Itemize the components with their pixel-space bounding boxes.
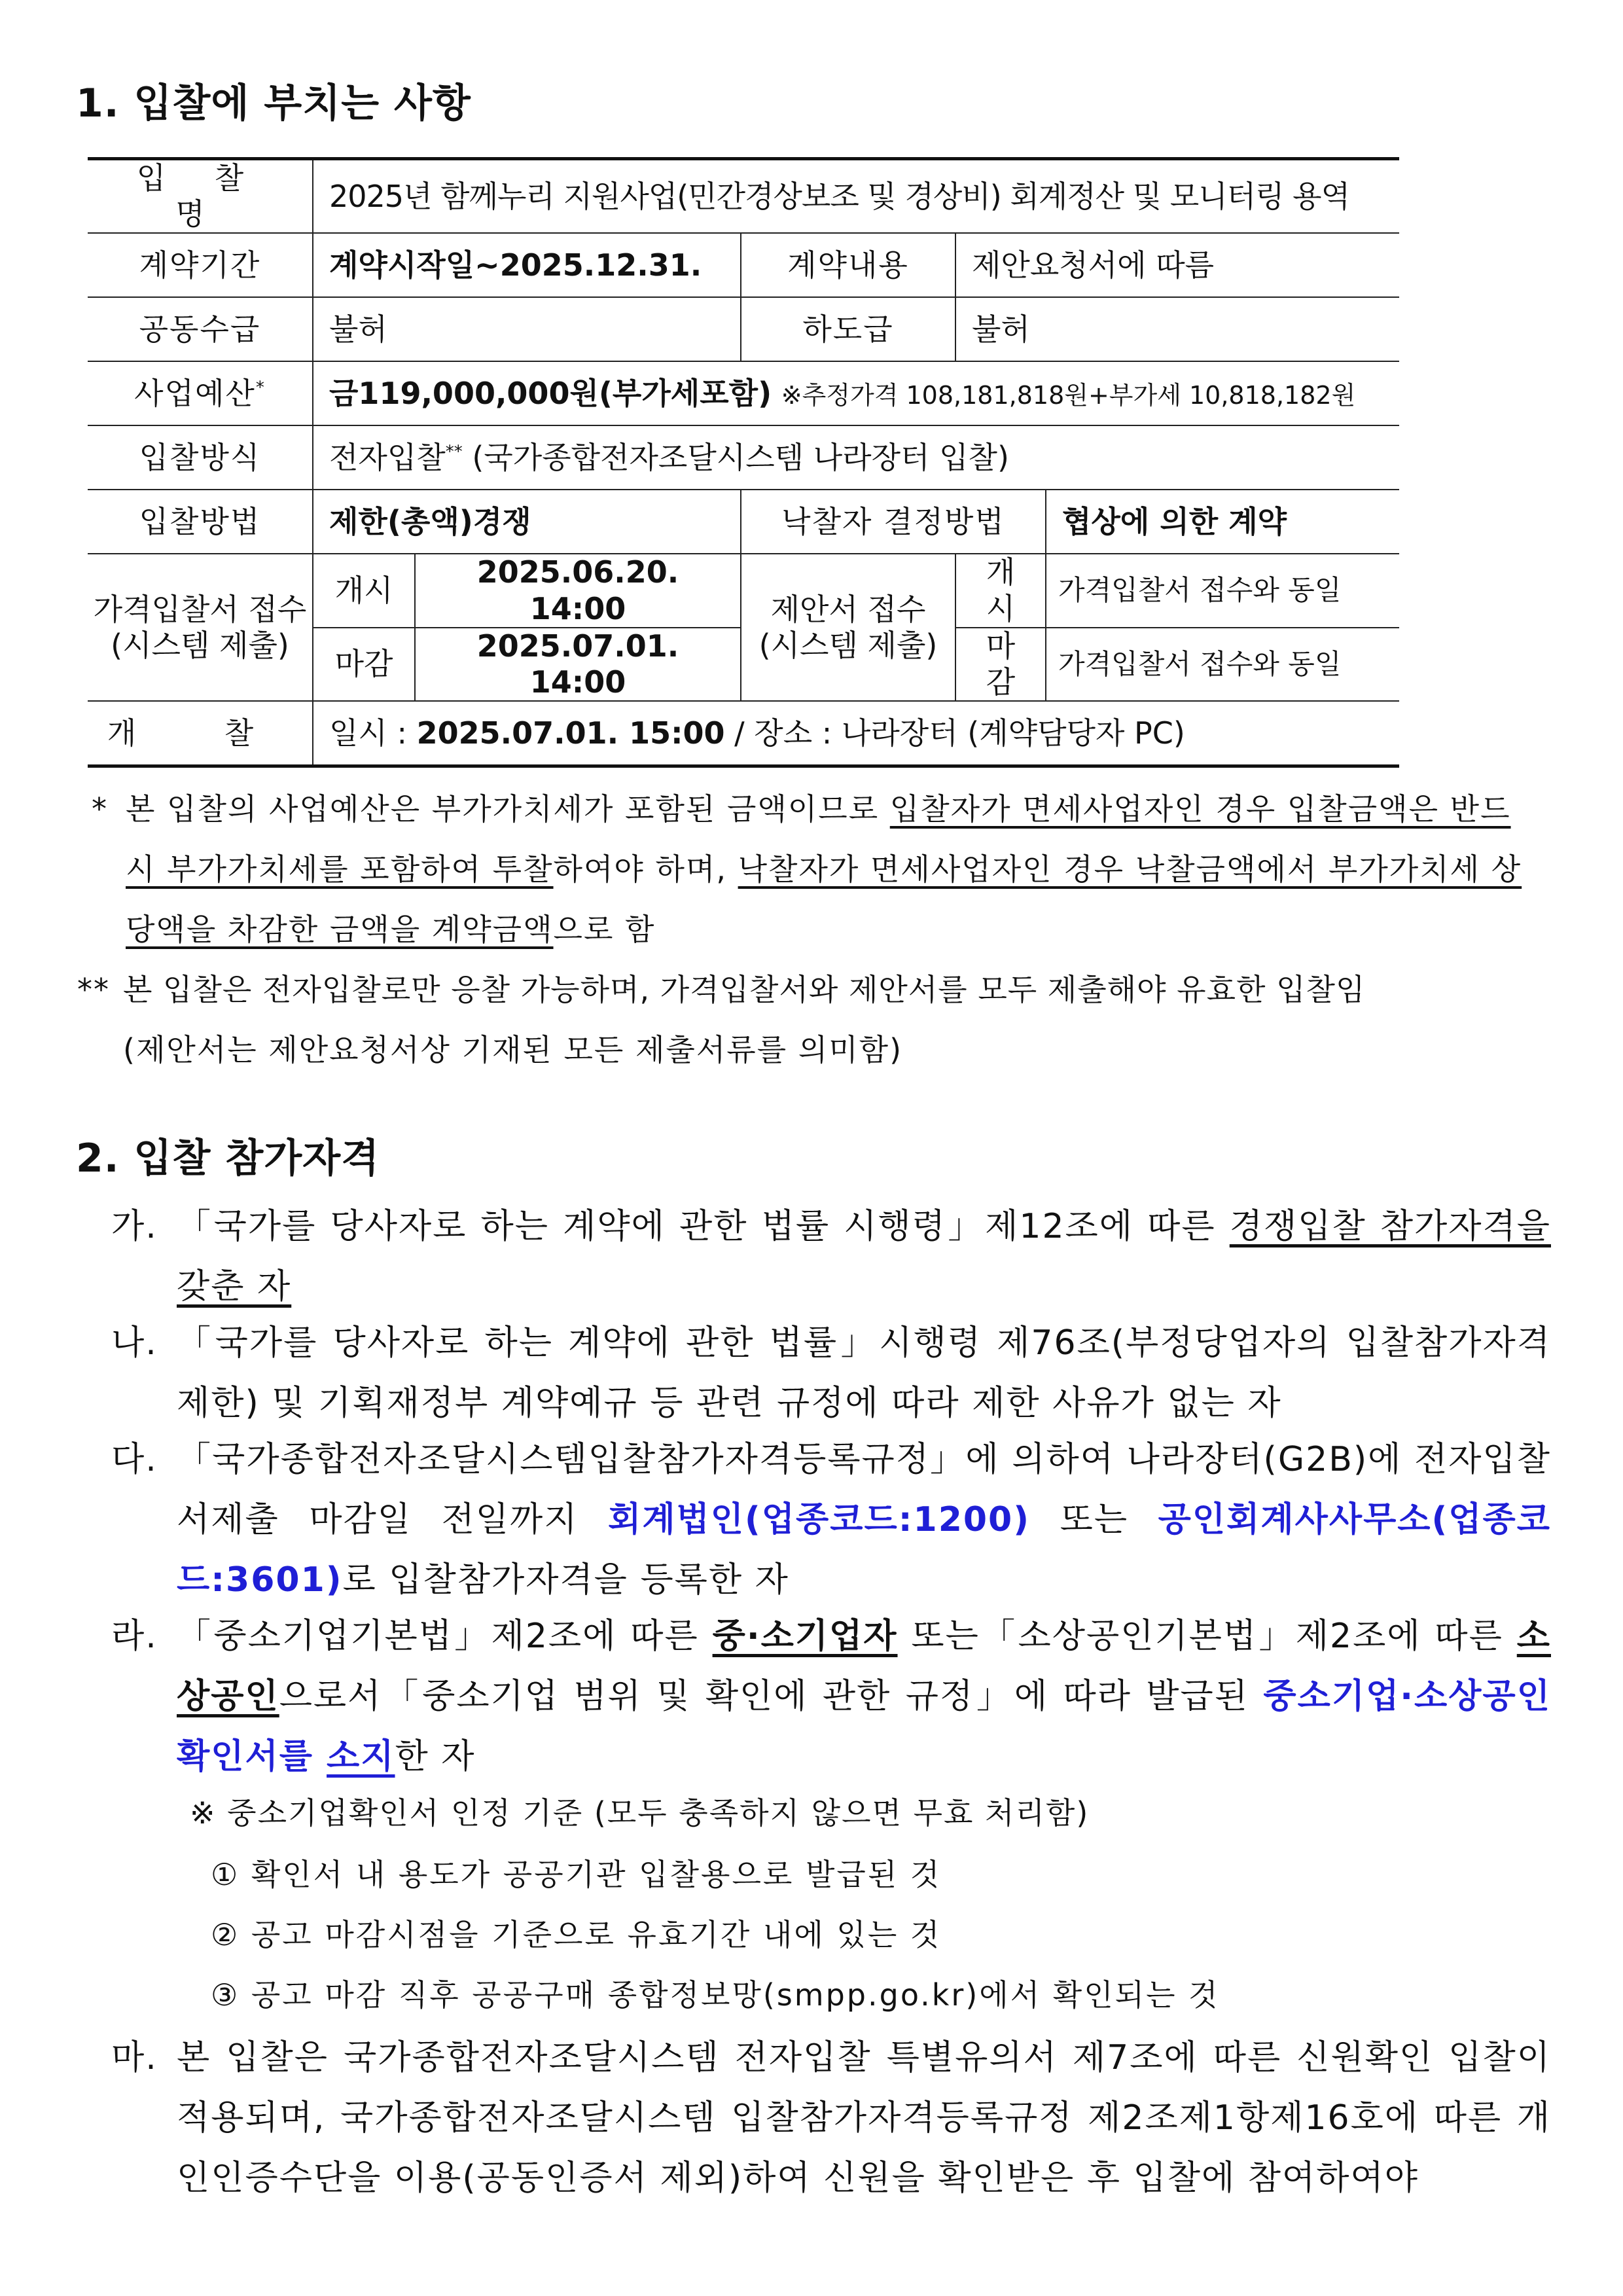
price-open-value: 2025.06.20. 14:00	[415, 554, 741, 627]
table-row	[88, 425, 1399, 490]
budget-footnote-mark: *	[255, 378, 266, 398]
table-row	[88, 554, 1399, 627]
bid-name-label: 입 찰 명	[88, 159, 313, 234]
item-marker: 마.	[111, 2038, 158, 2077]
qualification-item-da: 다. 「국가종합전자조달시스템입찰참가자격등록규정」에 의하여 나라장터(G2B)에 전자입찰서제출 마감일 전일까지 회계법인(업종코드:1200) 또는 공인회계사사무소(업종코드:3601)로 입찰참가자격을 등록한 자	[111, 1429, 1551, 1610]
qualification-item-ra: 라. 「중소기업기본법」제2조에 따른 중·소기업자 또는「소상공인기본법」제2조에 따른 소상공인으로서「중소기업 범위 및 확인에 관한 규정」에 따라 발급된 중소기업·소상공인 확인서를 소지한 자	[111, 1606, 1551, 1787]
section-1-title: 1. 입찰에 부치는 사항	[76, 81, 471, 126]
qualification-item-na: 나. 「국가를 당사자로 하는 계약에 관한 법률」시행령 제76조(부정당업자의 입찰참가자격 제한) 및 기획재정부 계약예규 등 관련 규정에 따라 제한 사유가 없는 자	[111, 1313, 1551, 1433]
qualification-item-ma: 마. 본 입찰은 국가종합전자조달시스템 전자입찰 특별유의서 제7조에 따른 신원확인 입찰이 적용되며, 국가종합전자조달시스템 입찰참가자격등록규정 제2조제1항제16호에 따른 개인인증수단을 이용(공동인증서 제외)하여 신원을 확인받은 후 입찰에 참여하여야	[111, 2028, 1551, 2208]
opening-label: 개 찰	[88, 701, 313, 766]
industry-code-accounting-firm: 회계법인(업종코드:1200)	[608, 1500, 1031, 1539]
sme-criteria-note: ※ 중소기업확인서 인정 기준 (모두 충족하지 않으면 무효 처리함)	[190, 1795, 1090, 1831]
table-row	[88, 297, 1399, 361]
bid-info-table	[88, 157, 1399, 768]
subcontract-label: 하도급	[741, 297, 955, 361]
sme-certificate-emphasis: 중소기업·소상공인 확인서를	[177, 1677, 1551, 1776]
proposal-close-label: 마감	[955, 628, 1046, 701]
contract-content-value: 제안요청서에 따름	[955, 233, 1399, 297]
contract-period-value: 계약시작일~2025.12.31.	[313, 233, 741, 297]
budget-label: 사업예산*	[88, 361, 313, 425]
criteria-item: ② 공고 마감시점을 기준으로 유효기간 내에 있는 것	[211, 1917, 942, 1952]
proposal-close-value: 가격입찰서 접수와 동일	[1046, 628, 1399, 701]
subcontract-value: 불허	[955, 297, 1399, 361]
section-2-title: 2. 입찰 참가자격	[76, 1136, 380, 1181]
bid-method-value: 제한(총액)경쟁	[313, 490, 741, 554]
footnote-underline-2: 낙찰자가 면세사업자인 경우 낙찰금액에서 부가가치세 상당액을 차감한 금액을 계약금액	[126, 852, 1522, 947]
footnote-bid-type	[77, 960, 1543, 1080]
price-close-value: 2025.07.01. 14:00	[415, 628, 741, 701]
sme-certificate-emphasis-underline: 소지	[327, 1737, 395, 1776]
award-method-label: 낙찰자 결정방법	[741, 490, 1046, 554]
item-marker: 가.	[111, 1207, 158, 1246]
joint-supply-label: 공동수급	[88, 297, 313, 361]
footnote-mark: *	[92, 791, 108, 827]
item-marker: 나.	[111, 1323, 158, 1363]
price-bid-label: 가격입찰서 접수 (시스템 제출)	[88, 554, 313, 701]
item-marker: 다.	[111, 1440, 158, 1479]
criteria-item: ① 확인서 내 용도가 공공기관 입찰용으로 발급된 것	[211, 1857, 942, 1892]
item-underline: 경쟁입찰 참가자격을 갖춘 자	[177, 1207, 1551, 1306]
contract-content-label: 계약내용	[741, 233, 955, 297]
table-row	[88, 233, 1399, 297]
price-close-label: 마감	[313, 628, 415, 701]
industry-code-cpa-office: 공인회계사사무소(업종코드:3601)	[177, 1500, 1551, 1600]
joint-supply-value: 불허	[313, 297, 741, 361]
footnote-budget: * 본 입찰의 사업예산은 부가가치세가 포함된 금액이므로 입찰자가 면세사업자인 경우 입찰금액은 반드시 부가가치세를 포함하여 투찰하여야 하며, 낙찰자가 면세사업자인 경우 낙찰금액에서 부가가치세 상당액을 차감한 금액을 계약금액으로 함	[92, 779, 1539, 960]
footnote-line: (제안서는 제안요청서상 기재된 모든 제출서류를 의미함)	[123, 1032, 903, 1067]
bid-name-value: 2025년 함께누리 지원사업(민간경상보조 및 경상비) 회계정산 및 모니터링 용역	[313, 159, 1399, 234]
table-row	[88, 490, 1399, 554]
table-row	[88, 361, 1399, 425]
footnote-mark: **	[77, 972, 110, 1007]
item-marker: 라.	[111, 1617, 158, 1656]
budget-note: ※추정가격 108,181,818원+부가세 10,818,182원	[781, 380, 1356, 410]
budget-value-cell	[313, 361, 1399, 425]
award-method-value: 협상에 의한 계약	[1046, 490, 1399, 554]
footnote-underline-1: 입찰자가 면세사업자인 경우 입찰금액은 반드시 부가가치세를 포함하여 투찰	[126, 791, 1511, 887]
bid-type-value: 전자입찰	[329, 439, 446, 475]
bid-method-label: 입찰방법	[88, 490, 313, 554]
opening-value-cell: 일시 : 2025.07.01. 15:00 / 장소 : 나라장터 (계약담당자 PC)	[313, 701, 1399, 766]
opening-datetime: 2025.07.01. 15:00	[416, 715, 725, 751]
price-open-label: 개시	[313, 554, 415, 627]
bid-type-value-cell	[313, 425, 1399, 490]
table-row	[88, 701, 1399, 766]
small-business-emphasis: 소상공인	[177, 1617, 1551, 1716]
bid-type-note: (국가종합전자조달시스템 나라장터 입찰)	[472, 439, 1009, 475]
proposal-label: 제안서 접수 (시스템 제출)	[741, 554, 955, 701]
criteria-item: ③ 공고 마감 직후 공공구매 종합정보망(smpp.go.kr)에서 확인되는 것	[211, 1977, 1220, 2013]
footnote-line: 본 입찰은 전자입찰로만 응찰 가능하며, 가격입찰서와 제안서를 모두 제출해야 유효한 입찰임	[123, 972, 1366, 1007]
proposal-open-label: 개시	[955, 554, 1046, 627]
proposal-open-value: 가격입찰서 접수와 동일	[1046, 554, 1399, 627]
bid-type-footnote-mark: **	[445, 442, 463, 462]
budget-value: 금119,000,000원(부가세포함)	[329, 375, 772, 411]
table-row	[88, 159, 1399, 234]
contract-period-label: 계약기간	[88, 233, 313, 297]
bid-type-label: 입찰방식	[88, 425, 313, 490]
qualification-item-ga: 가. 「국가를 당사자로 하는 계약에 관한 법률 시행령」제12조에 따른 경쟁입찰 참가자격을 갖춘 자	[111, 1196, 1551, 1317]
sme-emphasis: 중·소기업자	[712, 1617, 898, 1656]
